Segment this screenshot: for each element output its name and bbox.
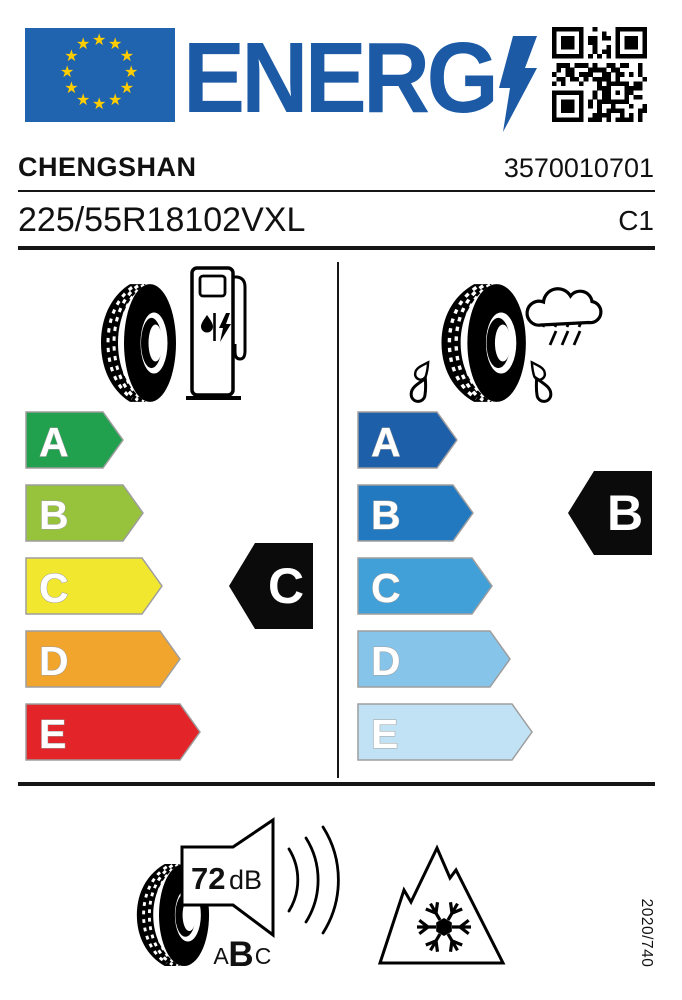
energ-logo-text: ENERG — [183, 22, 496, 134]
fuel-efficiency-icon — [90, 263, 255, 408]
fuel-efficiency-grade-bar-a — [25, 411, 125, 469]
flag-star-icon: ★ — [108, 36, 123, 54]
fuel-efficiency-grade-bar-e — [25, 703, 202, 761]
svg-text:C: C — [371, 565, 401, 611]
center-divider — [337, 262, 339, 778]
noise-icon — [133, 818, 370, 974]
wet-grip-grade-bar-a — [357, 411, 459, 469]
qr-code — [552, 27, 647, 122]
flag-star-icon: ★ — [60, 64, 75, 81]
regulation-number: 2020/740 — [638, 898, 655, 968]
fuel-pump-icon — [186, 268, 245, 400]
flag-star-icon: ★ — [76, 36, 91, 54]
svg-text:B: B — [606, 485, 644, 541]
tire-icon — [442, 284, 526, 402]
noise-unit: dB — [229, 865, 263, 895]
svg-text:C: C — [39, 565, 69, 611]
tire-class: C1 — [618, 205, 654, 236]
svg-text:D: D — [371, 638, 401, 684]
flag-star-icon: ★ — [119, 80, 135, 97]
divider-line-top — [18, 190, 655, 192]
sound-waves-icon — [289, 827, 338, 933]
divider-line-middle — [18, 246, 655, 250]
flag-star-icon: ★ — [64, 48, 79, 65]
svg-text:B: B — [39, 492, 69, 538]
divider-line-bottom — [18, 782, 655, 786]
wet-grip-scale — [357, 411, 617, 776]
svg-text:B: B — [371, 492, 401, 538]
wet-grip-grade-bar-e — [357, 703, 534, 761]
svg-text:E: E — [39, 711, 67, 757]
wet-grip-rating-indicator — [567, 470, 653, 556]
fuel-efficiency-grade-bar-c — [25, 557, 164, 615]
flag-star-icon: ★ — [119, 48, 135, 65]
svg-text:E: E — [371, 711, 399, 757]
svg-text:A: A — [39, 419, 69, 465]
flag-star-icon: ★ — [108, 91, 123, 109]
mountain-outline — [380, 848, 503, 963]
wet-grip-grade-bar-b — [357, 484, 475, 542]
svg-text:D: D — [39, 638, 69, 684]
noise-class-c: C — [254, 943, 272, 969]
noise-value: 72 — [191, 861, 226, 896]
wet-grip-grade-bar-d — [357, 630, 512, 688]
energ-logo — [183, 22, 496, 134]
flag-star-icon: ★ — [64, 80, 79, 97]
flag-star-icon: ★ — [92, 32, 107, 49]
fuel-efficiency-rating-indicator — [228, 542, 314, 630]
snowflake-icon — [417, 902, 471, 952]
flag-star-icon: ★ — [124, 64, 139, 81]
lightning-bolt-icon — [496, 36, 540, 132]
noise-class-b: B — [228, 935, 254, 974]
fuel-efficiency-grade-bar-b — [25, 484, 145, 542]
wet-grip-grade-bar-c — [357, 557, 494, 615]
eu-flag — [25, 28, 175, 122]
brand-name: CHENGSHAN — [18, 152, 197, 182]
flag-star-icon: ★ — [76, 91, 91, 109]
svg-text:A: A — [371, 419, 401, 465]
rain-cloud-icon — [527, 289, 601, 345]
snow-mountain-icon — [375, 843, 510, 968]
noise-class-a: A — [213, 943, 229, 969]
tire-icon — [101, 284, 176, 402]
product-id: 3570010701 — [503, 153, 654, 183]
svg-text:C: C — [267, 558, 305, 614]
fuel-efficiency-grade-bar-d — [25, 630, 182, 688]
wet-grip-icon — [410, 263, 605, 408]
tire-size: 225/55R18102VXL — [18, 201, 306, 239]
flag-star-icon: ★ — [92, 96, 107, 113]
